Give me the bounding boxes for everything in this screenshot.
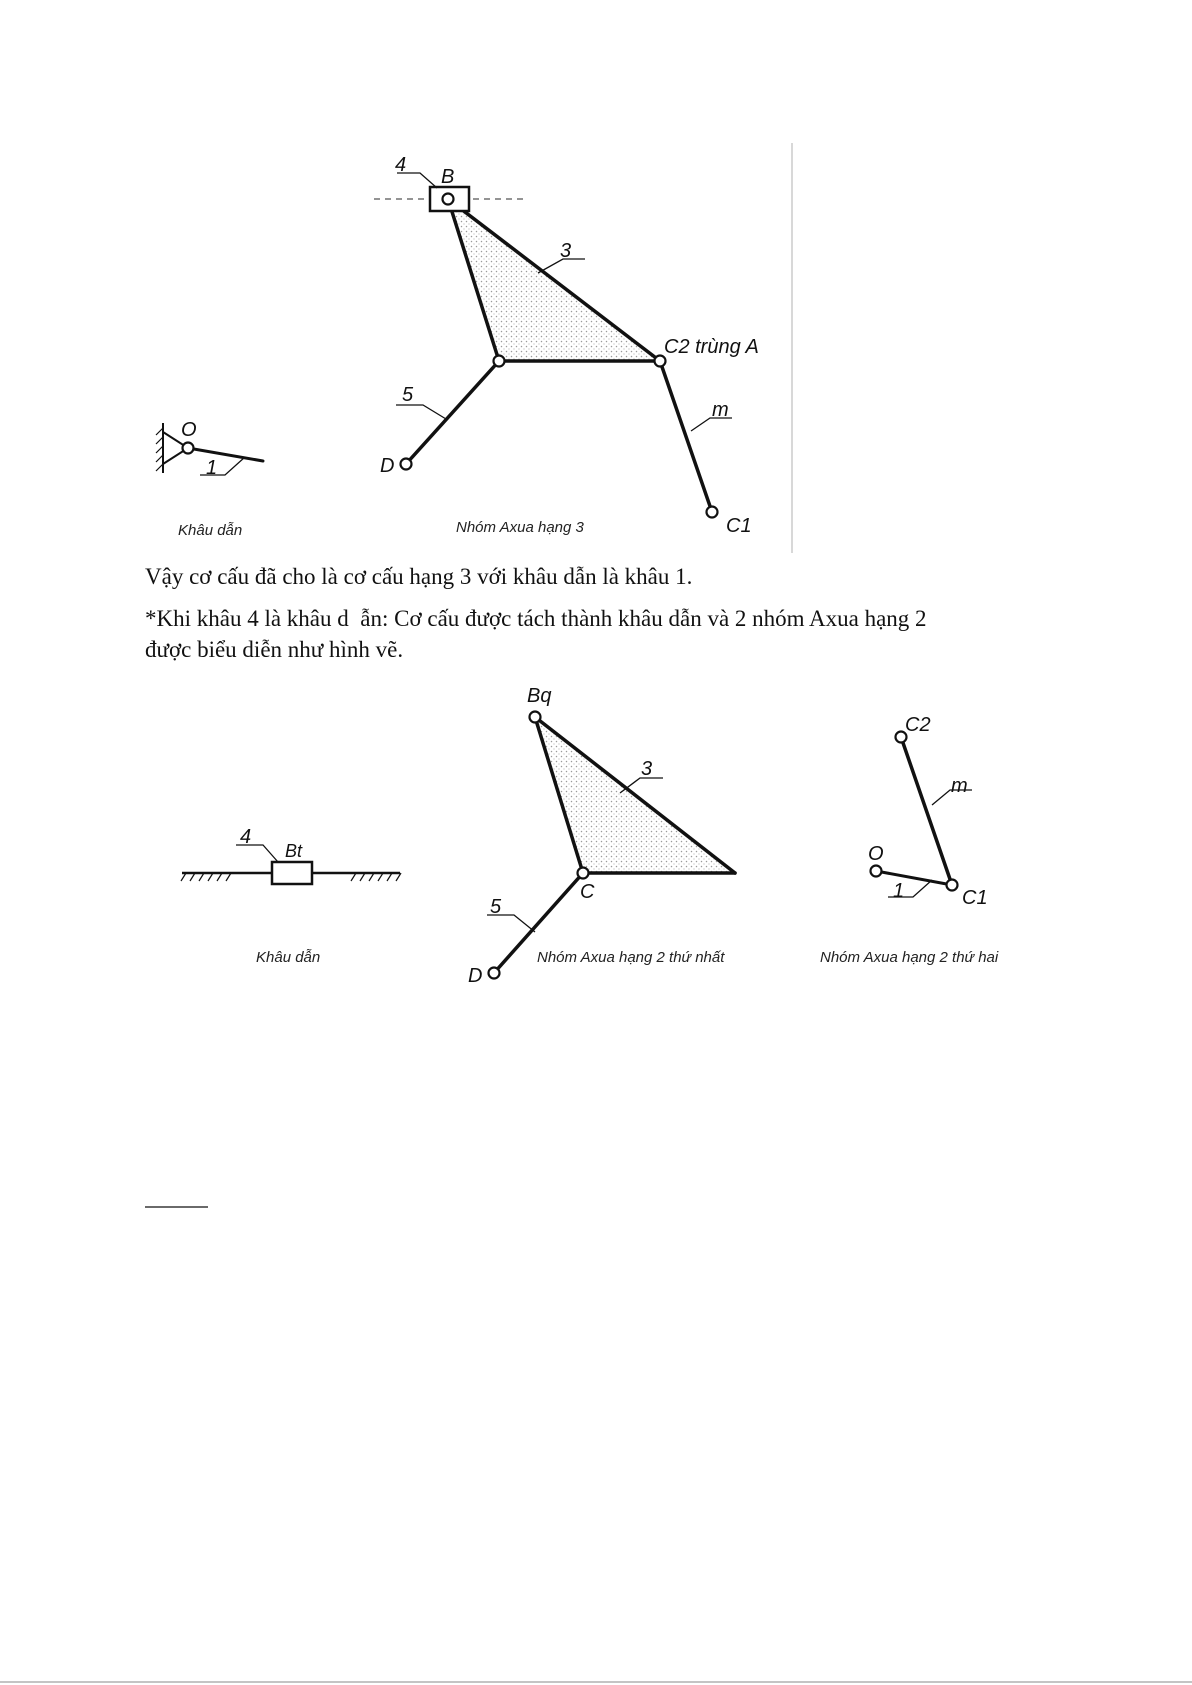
joint-O — [183, 443, 194, 454]
joint-D — [401, 459, 412, 470]
label-link-4-fig2: 4 — [240, 826, 252, 848]
label-link-3-fig2: 3 — [641, 758, 653, 780]
joint-D-fig2 — [489, 968, 500, 979]
label-O: O — [181, 419, 197, 441]
link-1-driver — [188, 448, 263, 461]
slider-block-Bt — [272, 862, 312, 884]
link-5 — [406, 361, 499, 464]
caption-group-2: Nhóm Axua hạng 2 thứ hai — [820, 949, 999, 966]
paragraph-case4-line1: *Khi khâu 4 là khâu d ẫn: Cơ cấu được tách thành khâu dẫn và 2 nhóm Axua hạng 2 — [145, 606, 927, 631]
label-B: B — [441, 166, 455, 188]
caption-driver-1: Khâu dẫn — [178, 522, 243, 539]
label-C2-fig2: C2 — [905, 714, 931, 736]
label-link-3: 3 — [560, 240, 572, 262]
label-link-5: 5 — [402, 384, 414, 406]
label-m: m — [712, 399, 729, 421]
label-C1: C1 — [726, 515, 752, 537]
joint-O-fig2 — [871, 866, 882, 877]
label-D: D — [380, 455, 395, 477]
ground-hatch — [156, 428, 163, 471]
label-link-1-fig2: 1 — [893, 880, 905, 902]
label-D-fig2: D — [468, 965, 483, 987]
label-Bt: Bt — [285, 841, 303, 861]
label-C2-trung-A: C2 trùng A — [664, 336, 759, 358]
joint-Bq — [530, 712, 541, 723]
figure-2 — [181, 685, 999, 987]
label-link-1: 1 — [206, 457, 218, 479]
paragraph-case4-line2: được biểu diễn như hình vẽ. — [145, 637, 404, 662]
joint-C — [494, 356, 505, 367]
link-m — [660, 361, 712, 512]
leader-5 — [396, 405, 446, 419]
label-C: C — [580, 881, 595, 903]
link-1-fig2 — [876, 871, 952, 885]
link-m-fig2 — [901, 737, 952, 885]
caption-group-rank3: Nhóm Axua hạng 3 — [456, 519, 584, 536]
joint-C1 — [707, 507, 718, 518]
joint-C1-fig2 — [947, 880, 958, 891]
label-C1-fig2: C1 — [962, 887, 988, 909]
label-link-4: 4 — [395, 154, 407, 176]
label-O-fig2: O — [868, 843, 884, 865]
joint-C-fig2 — [578, 868, 589, 879]
label-m-fig2: m — [951, 775, 968, 797]
figure-1 — [156, 143, 792, 553]
caption-group-1: Nhóm Axua hạng 2 thứ nhất — [537, 949, 725, 966]
joint-B — [443, 194, 454, 205]
paragraph-conclusion: Vậy cơ cấu đã cho là cơ cấu hạng 3 với khâu dẫn là khâu 1. — [145, 564, 693, 589]
label-Bq: Bq — [527, 685, 552, 707]
label-link-5-fig2: 5 — [490, 896, 502, 918]
caption-driver-2: Khâu dẫn — [256, 949, 321, 966]
